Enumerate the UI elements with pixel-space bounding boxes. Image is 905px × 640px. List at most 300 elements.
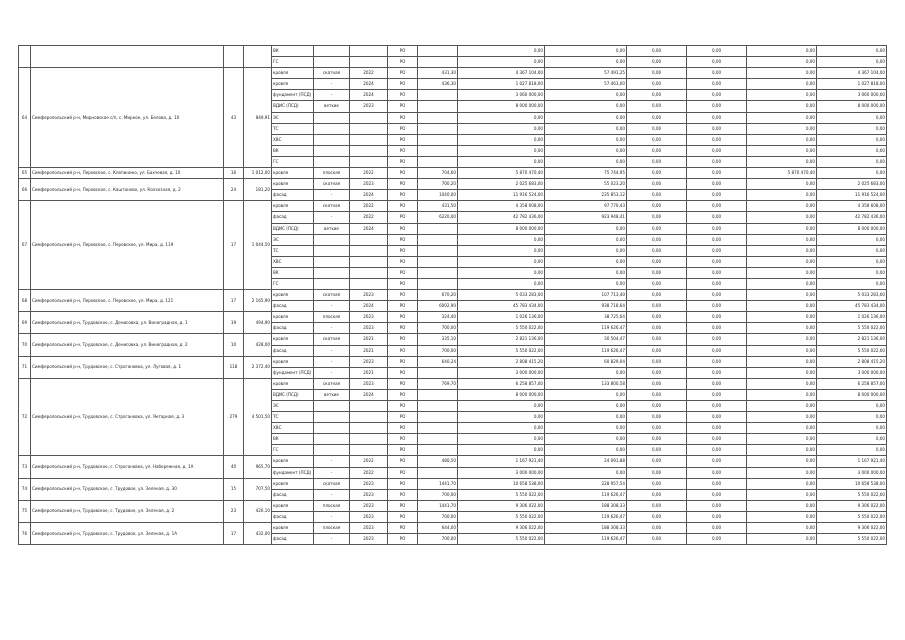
unit-cost-cell: 57 491,25 [545,68,627,79]
total-cost-cell: 0,00 [817,256,887,267]
unit-cost-cell: 0,00 [545,445,627,456]
volume-cell [418,267,458,278]
share-cell-2: 0,00 [687,190,747,201]
volume-cell [418,256,458,267]
year-cell: 2021 [350,367,388,378]
volume-cell [418,467,458,478]
material-cell: скатная [314,478,350,489]
total-cost-cell: 4 358 608,00 [817,201,887,212]
cost-cell: 5 550 022,00 [458,534,545,545]
cost-cell: 42 782 436,00 [458,212,545,223]
unit-cost-cell: 55 023,20 [545,179,627,190]
year-cell: 2023 [350,478,388,489]
volume-cell: 670,20 [418,290,458,301]
cost-cell: 3 060 000,00 [458,90,545,101]
share-cell-2: 0,00 [687,223,747,234]
work-type-cell: ВК [272,145,314,156]
work-type-cell: ГС [272,278,314,289]
work-type-cell: кровля [272,356,314,367]
work-type-cell: ЭС [272,112,314,123]
share-cell-3: 0,00 [747,323,817,334]
area-cell: 707,50 [244,478,272,500]
unit-cost-cell: 0,00 [545,223,627,234]
address-cell: Симферопольский р-н, Трудовское, с. Строгановка, ул. Набережная, д. 1А [31,456,224,478]
work-type-cell: ТС [272,123,314,134]
work-type-cell: ГС [272,445,314,456]
owner-cell: РО [388,401,418,412]
address-cell: Симферопольский р-н, Трудовское, с. Трудовое, ул. Зеленая, д. 30 [31,478,224,500]
work-type-cell: кровля [272,312,314,323]
total-cost-cell: 0,00 [817,267,887,278]
volume-cell: 769,70 [418,378,458,389]
year-cell: 2022 [350,467,388,478]
share-cell-3: 0,00 [747,445,817,456]
volume-cell: 431,50 [418,201,458,212]
share-cell-2: 0,00 [687,123,747,134]
total-cost-cell: 2 025 683,00 [817,179,887,190]
total-cost-cell: 5 550 022,00 [817,534,887,545]
share-cell-2: 0,00 [687,434,747,445]
cost-cell: 3 000 000,00 [458,367,545,378]
owner-cell: РО [388,245,418,256]
share-cell-1: 0,00 [627,101,687,112]
residents-cell: 40 [224,456,244,478]
material-cell: - [314,345,350,356]
material-cell: скатная [314,334,350,345]
work-type-cell: фасад [272,212,314,223]
unit-cost-cell: 188 308,33 [545,523,627,534]
volume-cell [418,367,458,378]
total-cost-cell: 3 000 000,00 [817,367,887,378]
total-cost-cell: 0,00 [817,445,887,456]
material-cell: плоская [314,168,350,179]
material-cell [314,234,350,245]
unit-cost-cell: 0,00 [545,412,627,423]
share-cell-1: 0,00 [627,278,687,289]
share-cell-3: 0,00 [747,212,817,223]
material-cell: - [314,212,350,223]
cost-cell: 0,00 [458,57,545,68]
address-cell: Симферопольский р-н, Перовское, с. Каштаново, ул. Колхозная, д. 2 [31,179,224,201]
share-cell-3: 0,00 [747,489,817,500]
residents-cell: 19 [224,312,244,334]
work-type-cell: кровля [272,68,314,79]
material-cell: скатная [314,179,350,190]
cost-cell: 5 550 022,00 [458,323,545,334]
volume-cell [418,101,458,112]
share-cell-3: 0,00 [747,478,817,489]
cost-cell: 1 167 921,40 [458,456,545,467]
residents-cell: 15 [224,478,244,500]
work-type-cell: ХВС [272,134,314,145]
work-type-cell: фундамент (ПСД) [272,90,314,101]
total-cost-cell: 3 060 000,00 [817,90,887,101]
work-type-cell: ГС [272,57,314,68]
share-cell-2: 0,00 [687,423,747,434]
volume-cell [418,401,458,412]
share-cell-3: 0,00 [747,523,817,534]
total-cost-cell: 8 000 000,00 [817,223,887,234]
year-cell: 2023 [350,500,388,511]
share-cell-3: 0,00 [747,290,817,301]
share-cell-2: 0,00 [687,179,747,190]
owner-cell: РО [388,123,418,134]
year-cell: 2024 [350,389,388,400]
share-cell-1: 0,00 [627,46,687,57]
material-cell: скатная [314,378,350,389]
address-cell: Симферопольский р-н, Мирновское с/п, с. Мирное, ул. Белова, д. 10 [31,68,224,168]
year-cell: 2022 [350,168,388,179]
share-cell-2: 0,00 [687,345,747,356]
share-cell-3: 0,00 [747,123,817,134]
material-cell: плоская [314,312,350,323]
share-cell-1: 0,00 [627,467,687,478]
work-type-cell: кровля [272,456,314,467]
owner-cell: РО [388,156,418,167]
table-row [19,46,887,57]
year-cell: 2023 [350,356,388,367]
unit-cost-cell: 24 091,88 [545,456,627,467]
share-cell-3: 0,00 [747,101,817,112]
share-cell-1: 0,00 [627,478,687,489]
total-cost-cell: 0,00 [817,168,887,179]
row-number-cell [19,46,31,68]
year-cell: 2023 [350,523,388,534]
volume-cell: 6002,90 [418,301,458,312]
share-cell-3: 0,00 [747,223,817,234]
material-cell: скатная [314,290,350,301]
unit-cost-cell: 97 770,43 [545,201,627,212]
work-type-cell: ТС [272,245,314,256]
row-number-cell: 68 [19,290,31,312]
cost-cell: 0,00 [458,267,545,278]
year-cell: 2024 [350,223,388,234]
cost-cell: 8 000 000,00 [458,101,545,112]
year-cell: 2023 [350,179,388,190]
share-cell-3: 0,00 [747,234,817,245]
share-cell-2: 0,00 [687,101,747,112]
owner-cell: РО [388,201,418,212]
share-cell-1: 0,00 [627,156,687,167]
unit-cost-cell: 119 626,47 [545,489,627,500]
volume-cell: 700,20 [418,179,458,190]
cost-cell: 0,00 [458,256,545,267]
table-row [19,478,887,489]
table-row [19,356,887,367]
cost-cell: 4 358 608,00 [458,201,545,212]
total-cost-cell: 0,00 [817,156,887,167]
row-number-cell: 74 [19,478,31,500]
year-cell [350,145,388,156]
work-type-cell: кровля [272,378,314,389]
share-cell-3: 0,00 [747,500,817,511]
share-cell-1: 0,00 [627,356,687,367]
share-cell-2: 0,00 [687,511,747,522]
work-type-cell: кровля [272,179,314,190]
work-type-cell: кровля [272,523,314,534]
unit-cost-cell: 0,00 [545,367,627,378]
total-cost-cell: 6 258 857,00 [817,378,887,389]
year-cell [350,134,388,145]
year-cell [350,445,388,456]
year-cell: 2023 [350,489,388,500]
material-cell: - [314,190,350,201]
share-cell-1: 0,00 [627,145,687,156]
work-type-cell: ВК [272,434,314,445]
row-number-cell: 66 [19,179,31,201]
table-row [19,378,887,389]
unit-cost-cell: 0,00 [545,401,627,412]
unit-cost-cell: 0,00 [545,423,627,434]
residents-cell: 16 [224,168,244,179]
owner-cell: РО [388,534,418,545]
total-cost-cell: 45 783 434,00 [817,301,887,312]
volume-cell: 1441,70 [418,478,458,489]
share-cell-2: 0,00 [687,301,747,312]
owner-cell: РО [388,168,418,179]
share-cell-3: 0,00 [747,423,817,434]
table-row [19,500,887,511]
work-type-cell: кровля [272,79,314,90]
unit-cost-cell: 0,00 [545,256,627,267]
share-cell-1: 0,00 [627,234,687,245]
share-cell-1: 0,00 [627,267,687,278]
share-cell-1: 0,00 [627,57,687,68]
material-cell [314,423,350,434]
volume-cell: 700,00 [418,511,458,522]
unit-cost-cell: 0,00 [545,145,627,156]
share-cell-3: 0,00 [747,389,817,400]
table-row [19,456,887,467]
cost-cell: 9 306 022,00 [458,523,545,534]
work-type-cell: ВДИС (ПСД) [272,223,314,234]
year-cell [350,401,388,412]
share-cell-2: 0,00 [687,467,747,478]
cost-cell: 9 306 022,00 [458,500,545,511]
share-cell-1: 0,00 [627,68,687,79]
volume-cell: 335,10 [418,334,458,345]
row-number-cell: 71 [19,356,31,378]
share-cell-1: 0,00 [627,445,687,456]
owner-cell: РО [388,112,418,123]
unit-cost-cell: 923 948,41 [545,212,627,223]
volume-cell [418,445,458,456]
total-cost-cell: 0,00 [817,57,887,68]
unit-cost-cell: 75 744,95 [545,168,627,179]
year-cell [350,434,388,445]
total-cost-cell: 2 808 415,20 [817,356,887,367]
unit-cost-cell: 119 626,47 [545,323,627,334]
address-cell: Симферопольский р-н, Перовское, с. Перовское, ул. Мира, д. 121 [31,290,224,312]
residents-cell: 43 [224,68,244,168]
address-cell: Симферопольский р-н, Трудовское, с. Строгановка, ул. Янтарная, д. 3 [31,378,224,456]
unit-cost-cell: 119 626,47 [545,345,627,356]
volume-cell [418,278,458,289]
work-type-cell: ГС [272,156,314,167]
cost-cell: 0,00 [458,412,545,423]
share-cell-2: 0,00 [687,445,747,456]
volume-cell [418,156,458,167]
share-cell-2: 0,00 [687,523,747,534]
total-cost-cell: 1 027 818,00 [817,79,887,90]
total-cost-cell: 4 367 104,00 [817,68,887,79]
area-cell [244,46,272,68]
share-cell-3: 0,00 [747,378,817,389]
unit-cost-cell: 60 829,04 [545,356,627,367]
share-cell-1: 0,00 [627,334,687,345]
share-cell-2: 0,00 [687,478,747,489]
owner-cell: РО [388,345,418,356]
table-row [19,334,887,345]
material-cell [314,267,350,278]
share-cell-1: 0,00 [627,223,687,234]
share-cell-1: 0,00 [627,201,687,212]
volume-cell [418,57,458,68]
total-cost-cell: 11 916 524,00 [817,190,887,201]
material-cell: - [314,467,350,478]
table-row [19,179,887,190]
unit-cost-cell: 0,00 [545,389,627,400]
cost-cell: 0,00 [458,145,545,156]
share-cell-2: 0,00 [687,334,747,345]
residents-cell: 17 [224,290,244,312]
volume-cell: 1040,00 [418,190,458,201]
year-cell: 2021 [350,334,388,345]
work-type-cell: ВДИС (ПСД) [272,389,314,400]
area-cell: 1 044,50 [244,201,272,290]
row-number-cell: 76 [19,523,31,545]
row-number-cell: 69 [19,312,31,334]
work-type-cell: ТС [272,412,314,423]
year-cell: 2024 [350,301,388,312]
share-cell-3: 0,00 [747,412,817,423]
cost-cell: 0,00 [458,434,545,445]
share-cell-1: 0,00 [627,434,687,445]
volume-cell: 700,00 [418,489,458,500]
share-cell-3: 0,00 [747,345,817,356]
share-cell-3: 0,00 [747,201,817,212]
share-cell-2: 0,00 [687,389,747,400]
share-cell-2: 0,00 [687,290,747,301]
total-cost-cell: 0,00 [817,412,887,423]
cost-cell: 0,00 [458,278,545,289]
share-cell-2: 0,00 [687,278,747,289]
owner-cell: РО [388,478,418,489]
share-cell-3: 0,00 [747,57,817,68]
total-cost-cell: 1 167 921,40 [817,456,887,467]
total-cost-cell: 5 033 283,00 [817,290,887,301]
cost-cell: 2 025 683,00 [458,179,545,190]
volume-cell [418,145,458,156]
area-cell: 432,00 [244,523,272,545]
owner-cell: РО [388,523,418,534]
owner-cell: РО [388,267,418,278]
owner-cell: РО [388,101,418,112]
owner-cell: РО [388,500,418,511]
owner-cell: РО [388,434,418,445]
share-cell-2: 0,00 [687,134,747,145]
material-cell: - [314,301,350,312]
owner-cell: РО [388,46,418,57]
share-cell-2: 0,00 [687,57,747,68]
work-type-cell: ЭС [272,401,314,412]
area-cell: 2 372,40 [244,356,272,378]
work-type-cell: ЭС [272,234,314,245]
material-cell: скатная [314,68,350,79]
work-type-cell: ХВС [272,256,314,267]
owner-cell: РО [388,278,418,289]
total-cost-cell: 8 000 000,00 [817,101,887,112]
year-cell: 2022 [350,201,388,212]
cost-cell: 5 550 022,00 [458,489,545,500]
share-cell-1: 0,00 [627,179,687,190]
material-cell: ветхие [314,223,350,234]
cost-cell: 5 870 470,40 [458,168,545,179]
year-cell [350,112,388,123]
area-cell: 181,20 [244,179,272,201]
owner-cell: РО [388,57,418,68]
cost-cell: 0,00 [458,445,545,456]
volume-cell: 700,00 [418,534,458,545]
cost-cell: 10 658 538,00 [458,478,545,489]
table-row [19,312,887,323]
share-cell-3: 0,00 [747,79,817,90]
share-cell-1: 0,00 [627,112,687,123]
cost-cell: 5 033 283,00 [458,290,545,301]
row-number-cell: 65 [19,168,31,179]
volume-cell [418,423,458,434]
row-number-cell: 70 [19,334,31,356]
owner-cell: РО [388,334,418,345]
cost-cell: 0,00 [458,245,545,256]
unit-cost-cell: 0,00 [545,101,627,112]
share-cell-2: 0,00 [687,112,747,123]
row-number-cell: 64 [19,68,31,168]
work-type-cell: кровля [272,290,314,301]
share-cell-3: 0,00 [747,534,817,545]
share-cell-2: 0,00 [687,401,747,412]
work-type-cell: фасад [272,345,314,356]
total-cost-cell: 9 306 022,00 [817,500,887,511]
owner-cell: РО [388,145,418,156]
address-cell: Симферопольский р-н, Перовское, с. Перовское, ул. Мира, д. 119 [31,201,224,290]
volume-cell [418,134,458,145]
share-cell-3: 0,00 [747,312,817,323]
owner-cell: РО [388,223,418,234]
owner-cell: РО [388,445,418,456]
share-cell-3: 0,00 [747,267,817,278]
table-row [19,290,887,301]
year-cell [350,267,388,278]
share-cell-3: 0,00 [747,511,817,522]
unit-cost-cell: 0,00 [545,245,627,256]
share-cell-1: 0,00 [627,500,687,511]
unit-cost-cell: 0,00 [545,112,627,123]
total-cost-cell: 5 550 022,00 [817,345,887,356]
total-cost-cell: 0,00 [817,112,887,123]
material-cell: - [314,90,350,101]
share-cell-1: 0,00 [627,245,687,256]
volume-cell [418,412,458,423]
unit-cost-cell: 0,00 [545,234,627,245]
cost-cell: 6 258 857,00 [458,378,545,389]
unit-cost-cell: 188 308,33 [545,500,627,511]
cost-cell: 2 808 415,20 [458,356,545,367]
year-cell [350,46,388,57]
material-cell [314,145,350,156]
unit-cost-cell: 0,00 [545,278,627,289]
material-cell [314,123,350,134]
